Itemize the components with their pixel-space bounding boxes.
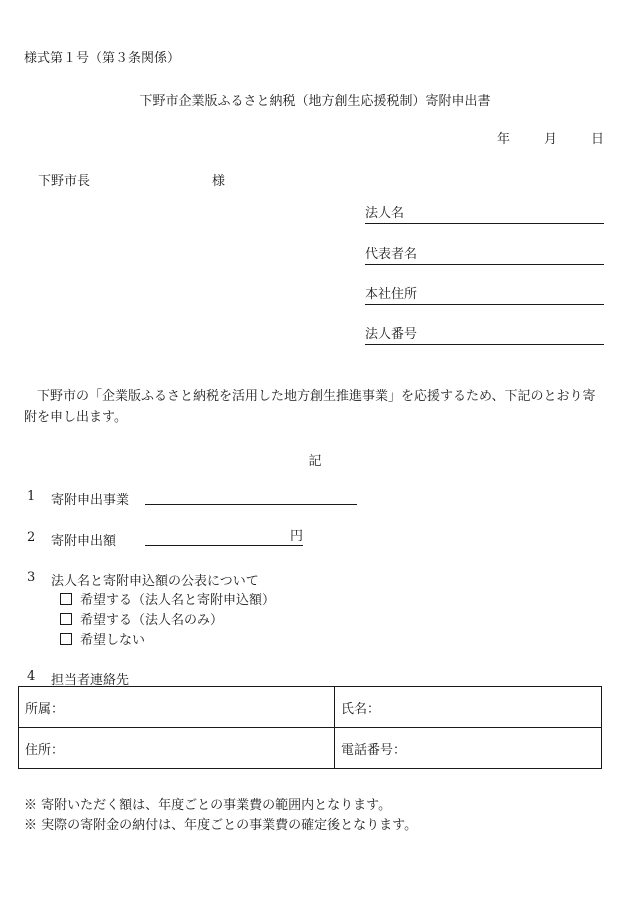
affiliation-cell[interactable] [19, 687, 335, 728]
representative-name-field[interactable] [365, 244, 604, 265]
phone-label: 電話番号： [341, 742, 407, 758]
ki-heading: 記 [308, 454, 322, 469]
checkbox-icon[interactable] [60, 613, 72, 625]
checkbox-icon[interactable] [60, 633, 72, 645]
phone-cell[interactable] [335, 728, 602, 769]
publication-option-1[interactable] [60, 589, 275, 608]
address-cell[interactable] [19, 728, 335, 769]
publication-option-2[interactable] [60, 609, 223, 628]
date-year: 年 [496, 132, 510, 147]
item-3-label: 法人名と寄附申込額の公表について [51, 574, 259, 589]
intro-paragraph: 下野市の「企業版ふるさと納税を活用した地方創生推進事業」を応援するため、下記のとおり寄附を申し出ます。 [24, 389, 596, 425]
table-row [19, 728, 602, 769]
addressee-name: 下野市長 [38, 174, 91, 189]
checkbox-icon[interactable] [60, 593, 72, 605]
contact-name-label: 氏名： [341, 701, 381, 717]
head-office-address-label: 本社住所 [365, 287, 418, 302]
corporation-name-field[interactable] [365, 203, 604, 224]
corporate-number-label: 法人番号 [365, 327, 418, 342]
item-3-number: 3 [27, 570, 36, 585]
form-number: 様式第１号（第３条関係） [24, 51, 181, 66]
corporation-name-label: 法人名 [365, 206, 405, 221]
note-1: ※ 寄附いただく額は、年度ごとの事業費の範囲内となります。 [24, 798, 392, 813]
item-4-label: 担当者連絡先 [51, 673, 130, 688]
publication-option-2-label: 希望する（法人名のみ） [80, 613, 224, 628]
table-row [19, 687, 602, 728]
contact-name-cell[interactable] [335, 687, 602, 728]
corporate-number-field[interactable] [365, 324, 604, 345]
date-line [497, 128, 604, 147]
address-label: 住所： [25, 742, 65, 758]
item-1-label: 寄附申出事業 [51, 493, 130, 508]
document-title: 下野市企業版ふるさと納税（地方創生応援税制）寄附申出書 [139, 94, 491, 109]
project-input-line[interactable] [145, 487, 357, 505]
item-2-label: 寄附申出額 [51, 534, 117, 549]
publication-option-3[interactable] [60, 629, 145, 648]
head-office-address-field[interactable] [365, 284, 604, 305]
addressee-suffix: 様 [212, 174, 226, 189]
amount-unit: 円 [289, 529, 303, 544]
amount-input-line[interactable] [145, 528, 303, 546]
date-day: 日 [590, 132, 604, 147]
note-2: ※ 実際の寄附金の納付は、年度ごとの事業費の確定後となります。 [24, 818, 418, 833]
affiliation-label: 所属： [25, 701, 65, 717]
date-month: 月 [543, 132, 557, 147]
item-1-number: 1 [27, 489, 36, 504]
publication-option-3-label: 希望しない [80, 633, 146, 648]
contact-table [18, 686, 602, 769]
item-4-number: 4 [27, 669, 36, 684]
publication-option-1-label: 希望する（法人名と寄附申込額） [80, 593, 276, 608]
item-2-number: 2 [27, 530, 36, 545]
representative-name-label: 代表者名 [365, 247, 418, 262]
